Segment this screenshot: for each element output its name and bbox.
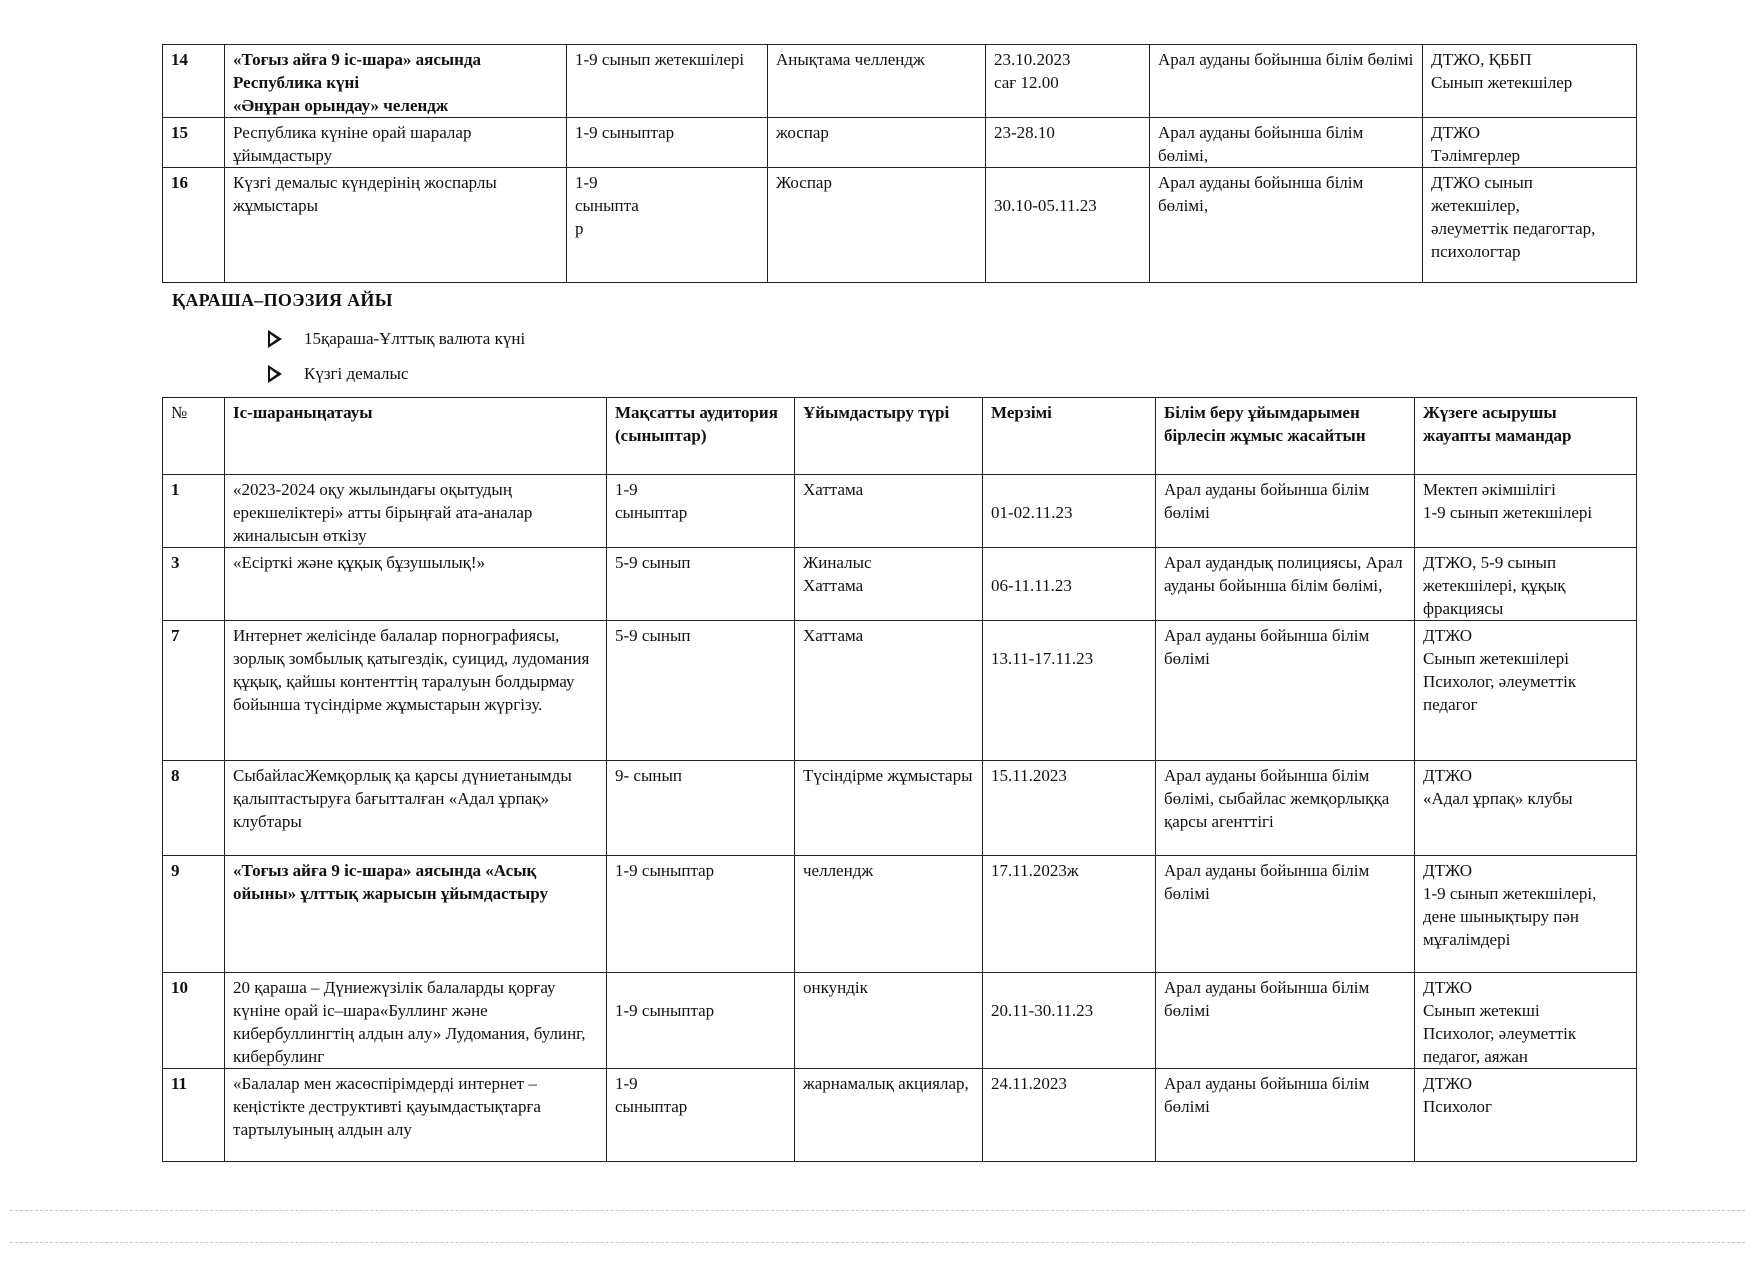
row-number: 10 — [163, 973, 225, 1069]
event-title: Интернет желісінде балалар порнографиясы, зорлық зомбылық қатыгездік, суицид, лудомания құқық, қайшы контенттің таралуын болдырмау бойынша түсіндірме жұмыстарын жүргізу. — [225, 621, 607, 761]
table-row — [163, 761, 1637, 856]
target-audience: 1-9 сыныптар — [607, 856, 795, 973]
event-date: 01-02.11.23 — [983, 475, 1156, 548]
event-date: 23-28.10 — [986, 118, 1150, 168]
responsible-staff: ДТЖО «Адал ұрпақ» клубы — [1415, 761, 1637, 856]
target-audience: 1-9 сыныптар — [607, 1069, 795, 1162]
header-event: Іс-шараныңатауы — [225, 398, 607, 475]
event-title: Күзгі демалыс күндерінің жоспарлы жұмыстары — [225, 168, 567, 283]
november-events-table — [162, 397, 1637, 1162]
table-header-row — [163, 398, 1637, 475]
responsible-staff: ДТЖО Тәлімгерлер — [1423, 118, 1637, 168]
partner-organization: Арал ауданы бойынша білім бөлімі — [1156, 475, 1415, 548]
row-number: 15 — [163, 118, 225, 168]
row-number: 3 — [163, 548, 225, 621]
table-row — [163, 475, 1637, 548]
responsible-staff: ДТЖО сынып жетекшілер, әлеуметтік педагогтар, психологтар — [1423, 168, 1637, 283]
responsible-staff: ДТЖО 1-9 сынып жетекшілері, дене шынықтыру пән мұғалімдері — [1415, 856, 1637, 973]
organization-form: онкундік — [795, 973, 983, 1069]
scan-artifact-line — [10, 1210, 1745, 1211]
organization-form: Хаттама — [795, 621, 983, 761]
row-number: 8 — [163, 761, 225, 856]
table-row — [163, 118, 1637, 168]
bullet-item — [268, 364, 408, 384]
target-audience: 1-9 сынып жетекшілері — [567, 45, 768, 118]
header-form: Ұйымдастыру түрі — [795, 398, 983, 475]
scan-artifact-line — [10, 1242, 1745, 1243]
table-row — [163, 621, 1637, 761]
header-date: Мерзімі — [983, 398, 1156, 475]
event-title: СыбайласЖемқорлық қа қарсы дүниетанымды қалыптастыруға бағытталған «Адал ұрпақ» клубтары — [225, 761, 607, 856]
organization-form: челлендж — [795, 856, 983, 973]
event-title: «Есірткі және құқық бұзушылық!» — [225, 548, 607, 621]
event-date: 20.11-30.11.23 — [983, 973, 1156, 1069]
organization-form: Хаттама — [795, 475, 983, 548]
responsible-staff: ДТЖО Сынып жетекшілері Психолог, әлеуметтік педагог — [1415, 621, 1637, 761]
target-audience: 9- сынып — [607, 761, 795, 856]
table-row — [163, 548, 1637, 621]
table-row — [163, 856, 1637, 973]
row-number: 11 — [163, 1069, 225, 1162]
partner-organization: Арал ауданы бойынша білім бөлімі — [1156, 621, 1415, 761]
table-row — [163, 45, 1637, 118]
event-title: «Тоғыз айға 9 іс-шара» аясында «Асық ойыны» ұлттық жарысын ұйымдастыру — [225, 856, 607, 973]
event-date: 24.11.2023 — [983, 1069, 1156, 1162]
october-events-table — [162, 44, 1637, 283]
partner-organization: Арал ауданы бойынша білім бөлімі — [1156, 856, 1415, 973]
header-partner: Білім беру ұйымдарымен бірлесіп жұмыс жасайтын — [1156, 398, 1415, 475]
organization-form: Жоспар — [768, 168, 986, 283]
section-title: ҚАРАША–ПОЭЗИЯ АЙЫ — [172, 290, 393, 310]
partner-organization: Арал ауданы бойынша білім бөлімі, — [1150, 118, 1423, 168]
bullet-item — [268, 329, 525, 349]
row-number: 9 — [163, 856, 225, 973]
event-title: Республика күніне орай шаралар ұйымдастыру — [225, 118, 567, 168]
target-audience: 1-9 сыныптар — [607, 973, 795, 1069]
target-audience: 1-9 сыныптар — [567, 118, 768, 168]
organization-form: Жиналыс Хаттама — [795, 548, 983, 621]
organization-form: жоспар — [768, 118, 986, 168]
organization-form: Анықтама челлендж — [768, 45, 986, 118]
partner-organization: Арал ауданы бойынша білім бөлімі, сыбайлас жемқорлыққа қарсы агенттігі — [1156, 761, 1415, 856]
target-audience: 1-9 сыныптар — [567, 168, 768, 283]
header-number: № — [163, 398, 225, 475]
row-number: 16 — [163, 168, 225, 283]
partner-organization: Арал аудандық полициясы, Арал ауданы бойынша білім бөлімі, — [1156, 548, 1415, 621]
event-title: «Балалар мен жасөспірімдерді интернет – кеңістікте деструктивті қауымдастықтарға тартылуының алдын алу — [225, 1069, 607, 1162]
target-audience: 5-9 сынып — [607, 621, 795, 761]
table-row — [163, 168, 1637, 283]
event-date: 30.10-05.11.23 — [986, 168, 1150, 283]
responsible-staff: ДТЖО, ҚББП Сынып жетекшілер — [1423, 45, 1637, 118]
responsible-staff: Мектеп әкімшілігі 1-9 сынып жетекшілері — [1415, 475, 1637, 548]
responsible-staff: ДТЖО Психолог — [1415, 1069, 1637, 1162]
row-number: 7 — [163, 621, 225, 761]
bullet-text: Күзгі демалыс — [304, 364, 409, 383]
header-audience: Мақсатты аудитория (сыныптар) — [607, 398, 795, 475]
event-title: 20 қараша – Дүниежүзілік балаларды қорғау күніне орай іс–шара«Буллинг және кибербуллингтің алдын алу» Лудомания, булинг, кибербулинг — [225, 973, 607, 1069]
arrow-bullet-icon — [268, 330, 282, 348]
bullet-text: 15қараша-Ұлттық валюта күні — [304, 329, 526, 348]
event-date: 15.11.2023 — [983, 761, 1156, 856]
header-responsible: Жүзеге асырушы жауапты мамандар — [1415, 398, 1637, 475]
arrow-bullet-icon — [268, 365, 282, 383]
organization-form: Түсіндірме жұмыстары — [795, 761, 983, 856]
responsible-staff: ДТЖО Сынып жетекші Психолог, әлеуметтік педагог, аяжан — [1415, 973, 1637, 1069]
partner-organization: Арал ауданы бойынша білім бөлімі, — [1150, 168, 1423, 283]
target-audience: 5-9 сынып — [607, 548, 795, 621]
row-number: 1 — [163, 475, 225, 548]
responsible-staff: ДТЖО, 5-9 сынып жетекшілері, құқық фракциясы — [1415, 548, 1637, 621]
event-date: 06-11.11.23 — [983, 548, 1156, 621]
event-date: 23.10.2023 сағ 12.00 — [986, 45, 1150, 118]
partner-organization: Арал ауданы бойынша білім бөлімі — [1156, 973, 1415, 1069]
event-date: 13.11-17.11.23 — [983, 621, 1156, 761]
table-row — [163, 1069, 1637, 1162]
event-date: 17.11.2023ж — [983, 856, 1156, 973]
table-row — [163, 973, 1637, 1069]
organization-form: жарнамалық акциялар, — [795, 1069, 983, 1162]
target-audience: 1-9 сыныптар — [607, 475, 795, 548]
partner-organization: Арал ауданы бойынша білім бөлімі — [1156, 1069, 1415, 1162]
partner-organization: Арал ауданы бойынша білім бөлімі — [1150, 45, 1423, 118]
row-number: 14 — [163, 45, 225, 118]
event-title: «Тоғыз айға 9 іс-шара» аясында Республика күні «Әнұран орындау» челендж — [225, 45, 567, 118]
event-title: «2023-2024 оқу жылындағы оқытудың ерекшеліктері» атты бірыңғай ата-аналар жиналысын өткізу — [225, 475, 607, 548]
